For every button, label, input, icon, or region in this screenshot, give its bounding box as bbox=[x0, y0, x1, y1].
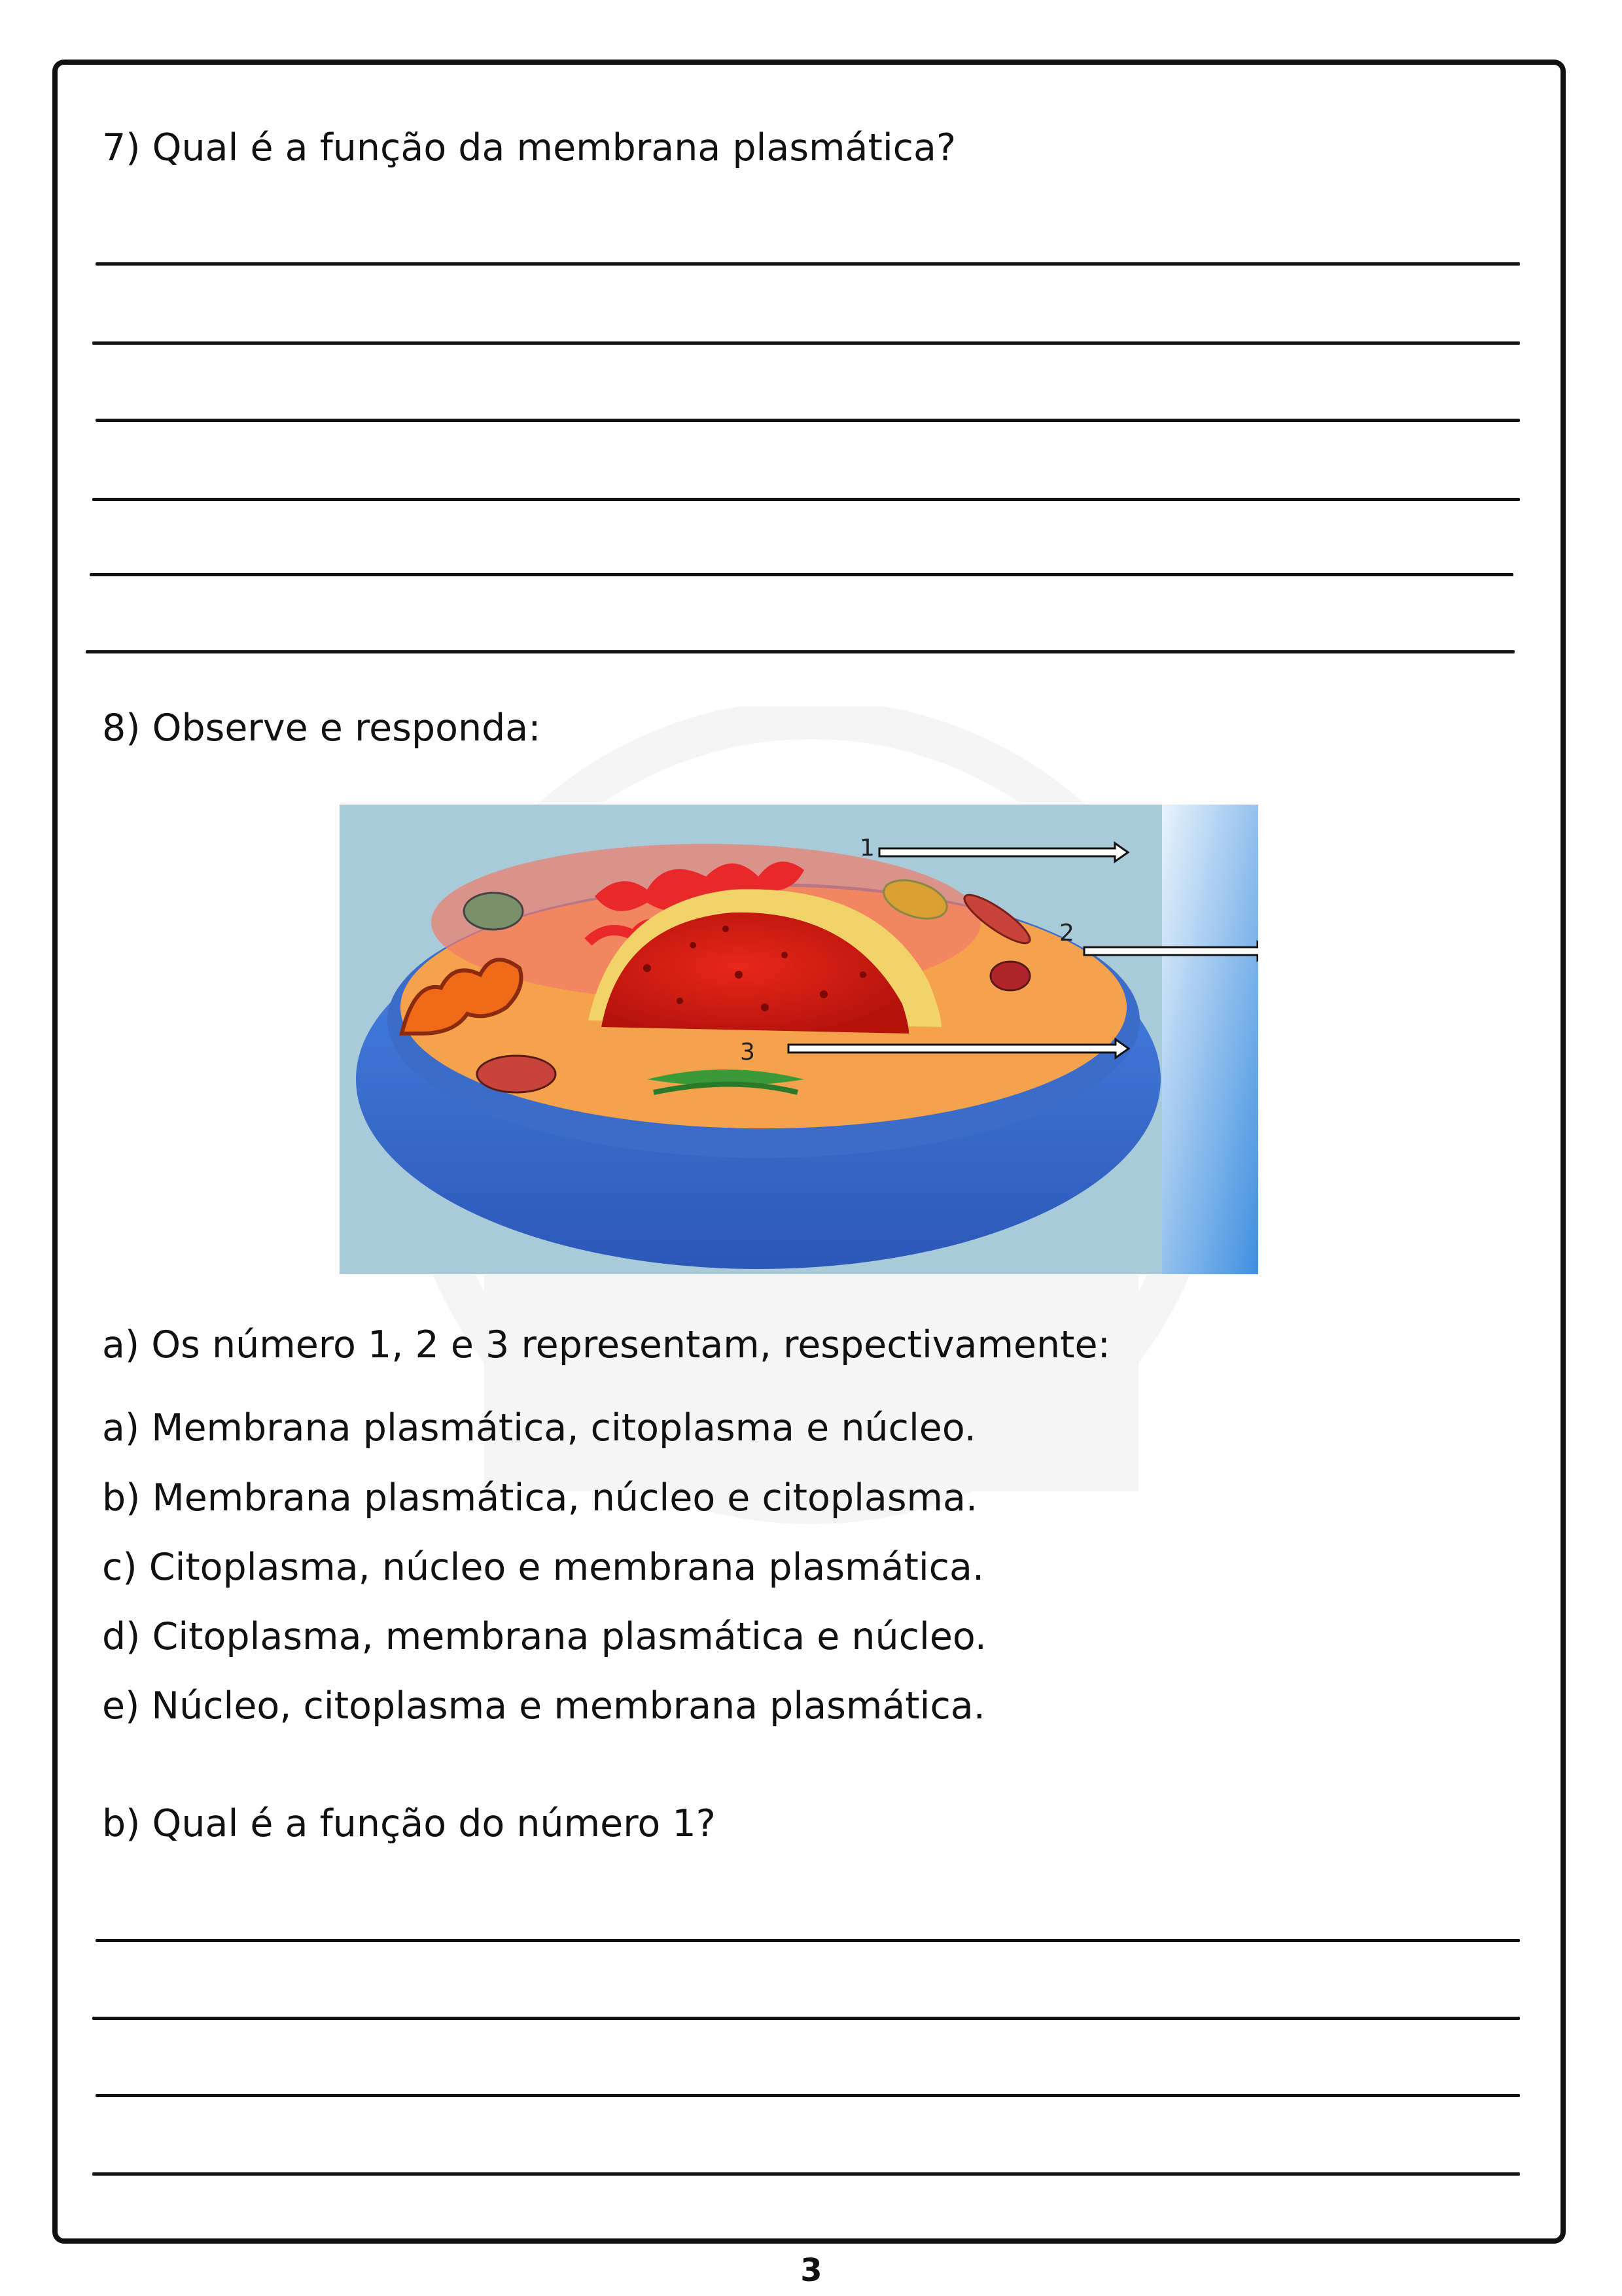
answer-line[interactable] bbox=[92, 2172, 1520, 2176]
answer-line[interactable] bbox=[92, 498, 1520, 501]
animal-cell-figure bbox=[340, 805, 1258, 1274]
answer-line[interactable] bbox=[96, 1939, 1520, 1942]
question-8-title: 8) Observe e responda: bbox=[102, 706, 541, 750]
answer-line[interactable] bbox=[96, 419, 1520, 422]
option-d[interactable]: d) Citoplasma, membrana plasmática e núcleo. bbox=[102, 1615, 987, 1658]
answer-line[interactable] bbox=[96, 262, 1520, 266]
figure-side-panel bbox=[1162, 805, 1258, 1274]
answer-line[interactable] bbox=[86, 650, 1515, 653]
option-e[interactable]: e) Núcleo, citoplasma e membrana plasmática. bbox=[102, 1684, 985, 1728]
mitochondrion bbox=[464, 893, 523, 930]
question-8b-prompt: b) Qual é a função do número 1? bbox=[102, 1802, 716, 1845]
option-a[interactable]: a) Membrana plasmática, citoplasma e núcleo. bbox=[102, 1406, 976, 1450]
figure-label-3: 3 bbox=[740, 1039, 755, 1066]
answer-line[interactable] bbox=[92, 2017, 1520, 2020]
figure-label-2: 2 bbox=[1059, 920, 1074, 947]
figure-label-1: 1 bbox=[860, 835, 875, 861]
answer-line[interactable] bbox=[90, 573, 1513, 576]
question-8a-prompt: a) Os número 1, 2 e 3 representam, respectivamente: bbox=[102, 1323, 1110, 1366]
mitochondrion bbox=[991, 962, 1030, 990]
option-b[interactable]: b) Membrana plasmática, núcleo e citoplasma. bbox=[102, 1476, 978, 1520]
option-c[interactable]: c) Citoplasma, núcleo e membrana plasmática. bbox=[102, 1546, 985, 1589]
answer-line[interactable] bbox=[92, 341, 1520, 345]
vacuole bbox=[477, 1056, 555, 1092]
page-number: 3 bbox=[800, 2252, 822, 2289]
answer-line[interactable] bbox=[96, 2094, 1520, 2097]
question-7-title: 7) Qual é a função da membrana plasmática? bbox=[102, 126, 957, 169]
